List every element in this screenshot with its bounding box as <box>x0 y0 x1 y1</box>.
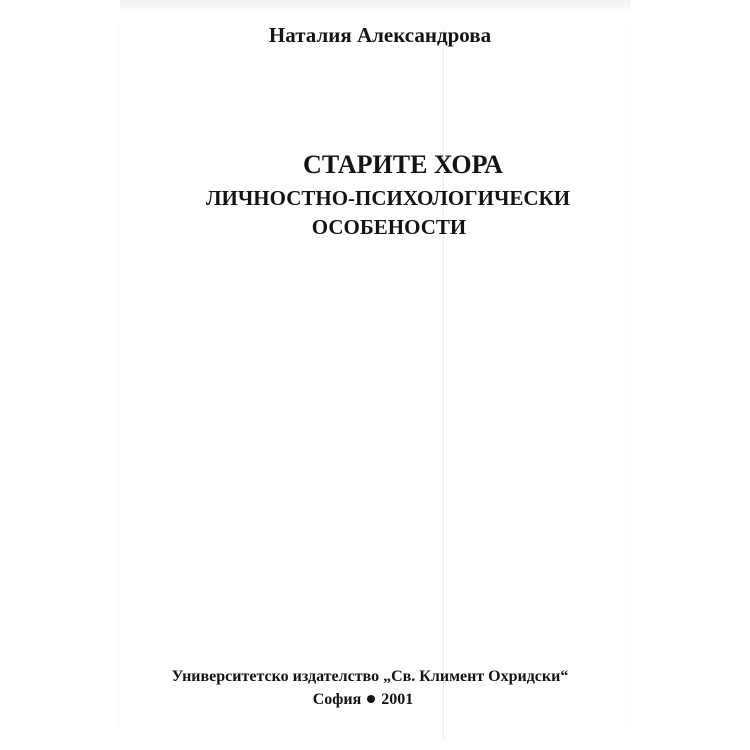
publisher-name: Университетско издателство „Св. Климент Охридски“ <box>171 668 569 685</box>
page-fold-line <box>443 30 444 740</box>
scan-margin-line <box>118 20 119 730</box>
book-title: СТАРИТЕ ХОРА <box>303 150 503 179</box>
scan-margin-line <box>626 20 627 730</box>
bullet-separator-icon <box>367 695 375 703</box>
scan-bleed <box>120 0 630 14</box>
place-and-year <box>0 691 738 709</box>
publication-year: 2001 <box>381 691 414 708</box>
book-subtitle-line-2: ОСОБЕНОСТИ <box>311 215 467 239</box>
author-name: Наталия Александрова <box>268 23 492 47</box>
book-subtitle-line-1: ЛИЧНОСТНО-ПСИХОЛОГИЧЕСКИ <box>205 186 571 210</box>
publication-place: София <box>312 691 362 708</box>
